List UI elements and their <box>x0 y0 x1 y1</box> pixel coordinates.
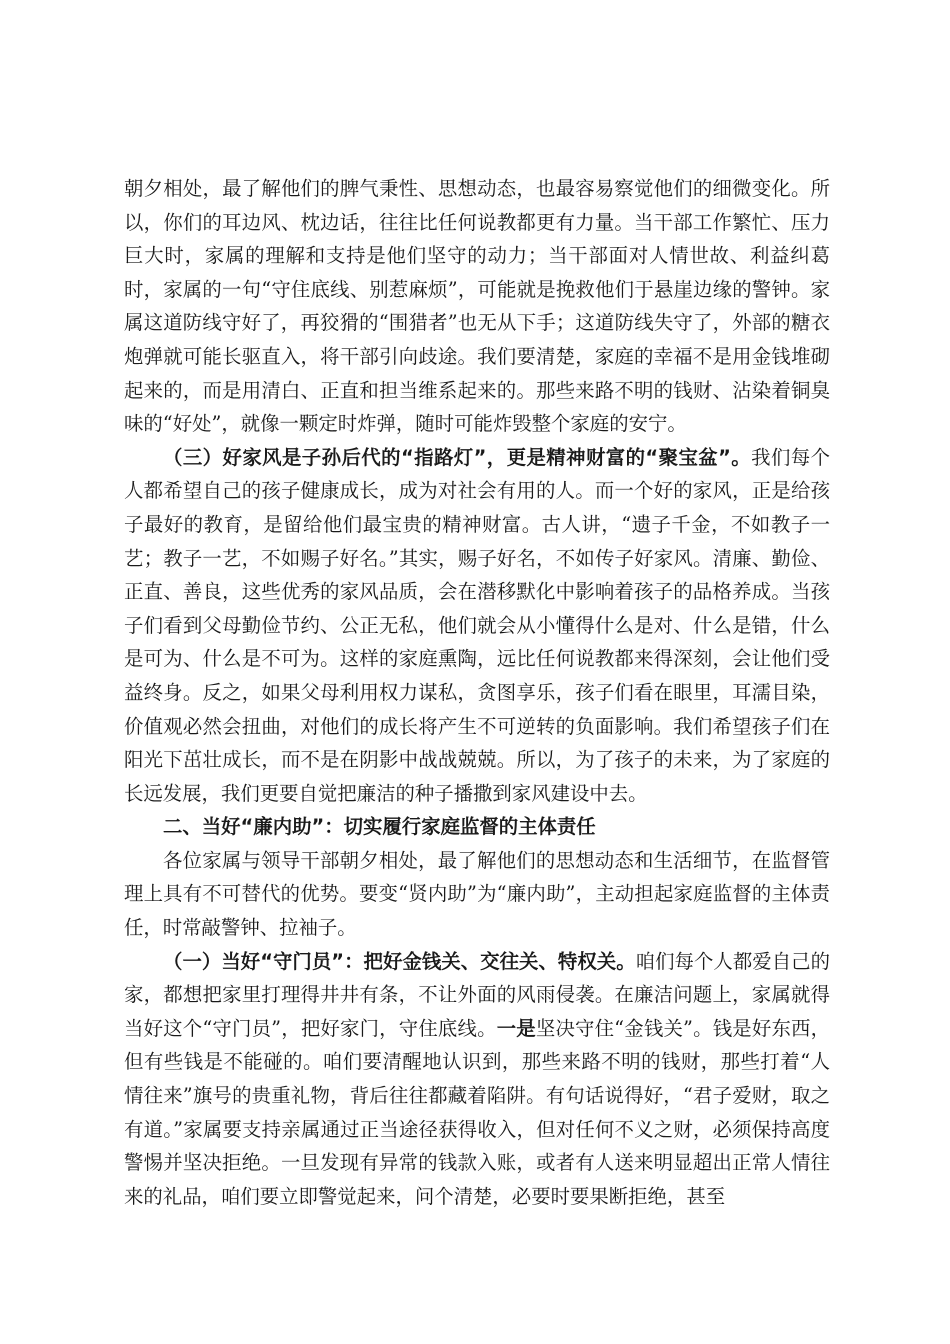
section-title <box>124 810 830 844</box>
enumeration-marker: 一是 <box>496 1016 536 1040</box>
paragraph-goalkeeper <box>124 945 830 1214</box>
document-body <box>124 172 830 1213</box>
paragraph-text: 我们每个人都希望自己的孩子健康成长，成为对社会有用的人。而一个好的家风，正是给孩子最好的教育，是留给他们最宝贵的精神财富。古人讲，“遗子千金，不如教子一艺；教子一艺，不如赐子好名。”其实，赐子好名，不如传子好家风。清廉、勤俭、正直、善良，这些优秀的家风品质，会在潜移默化中影响着孩子的品格养成。当孩子们看到父母勤俭节约、公正无私，他们就会从小懂得什么是对、什么是错，什么是可为、什么是不可为。这样的家庭熏陶，远比任何说教都来得深刻，会让他们受益终身。反之，如果父母利用权力谋私，贪图享乐，孩子们看在眼里，耳濡目染，价值观必然会扭曲，对他们的成长将产生不可逆转的负面影响。我们希望孩子们在阳光下茁壮成长，而不是在阴影中战战兢兢。所以，为了孩子的未来，为了家庭的长远发展，我们更要自觉把廉洁的种子播撒到家风建设中去。 <box>124 445 831 805</box>
subsection-heading: （一）当好“守门员”：把好金钱关、交往关、特权关。 <box>163 949 636 973</box>
subsection-heading: （三）好家风是子孙后代的“指路灯”，更是精神财富的“聚宝盆”。 <box>163 445 752 469</box>
paragraph-continued <box>124 172 830 441</box>
paragraph-family-supervision <box>124 844 830 945</box>
section-title-text: 二、当好“廉内助”：切实履行家庭监督的主体责任 <box>163 815 596 839</box>
paragraph-text: 坚决守住“金钱关”。钱是好东西，但有些钱是不能碰的。咱们要清醒地认识到，那些来路不明的钱财，那些打着“人情往来”旗号的贵重礼物，背后往往都藏着陷阱。有句话说得好，“君子爱财，取之有道。”家属要支持亲属通过正当途径获得收入，但对任何不义之财，必须保持高度警惕并坚决拒绝。一旦发现有异常的钱款入账，或者有人送来明显超出正常人情往来的礼品，咱们要立即警觉起来，问个清楚，必要时要果断拒绝，甚至 <box>124 1016 831 1208</box>
paragraph-text: 朝夕相处，最了解他们的脾气秉性、思想动态，也最容易察觉他们的细微变化。所以，你们的耳边风、枕边话，往往比任何说教都更有力量。当干部工作繁忙、压力巨大时，家属的理解和支持是他们坚守的动力；当干部面对人情世故、利益纠葛时，家属的一句“守住底线、别惹麻烦”，可能就是挽救他们于悬崖边缘的警钟。家属这道防线守好了，再狡猾的“围猎者”也无从下手；这道防线失守了，外部的糖衣炮弹就可能长驱直入，将干部引向歧途。我们要清楚，家庭的幸福不是用金钱堆砌起来的，而是用清白、正直和担当维系起来的。那些来路不明的钱财、沾染着铜臭味的“好处”，就像一颗定时炸弹，随时可能炸毁整个家庭的安宁。 <box>124 177 830 436</box>
paragraph-text: 各位家属与领导干部朝夕相处，最了解他们的思想动态和生活细节，在监督管理上具有不可替代的优势。要变“贤内助”为“廉内助”，主动担起家庭监督的主体责任，时常敲警钟、拉袖子。 <box>124 848 830 940</box>
paragraph-text: 咱们每个人都爱自己的家，都想把家里打理得井井有条，不让外面的风雨侵袭。在廉洁问题上，家属就得当好这个“守门员”，把好家门，守住底线。 <box>124 949 830 1040</box>
paragraph-good-family-style <box>124 441 830 811</box>
